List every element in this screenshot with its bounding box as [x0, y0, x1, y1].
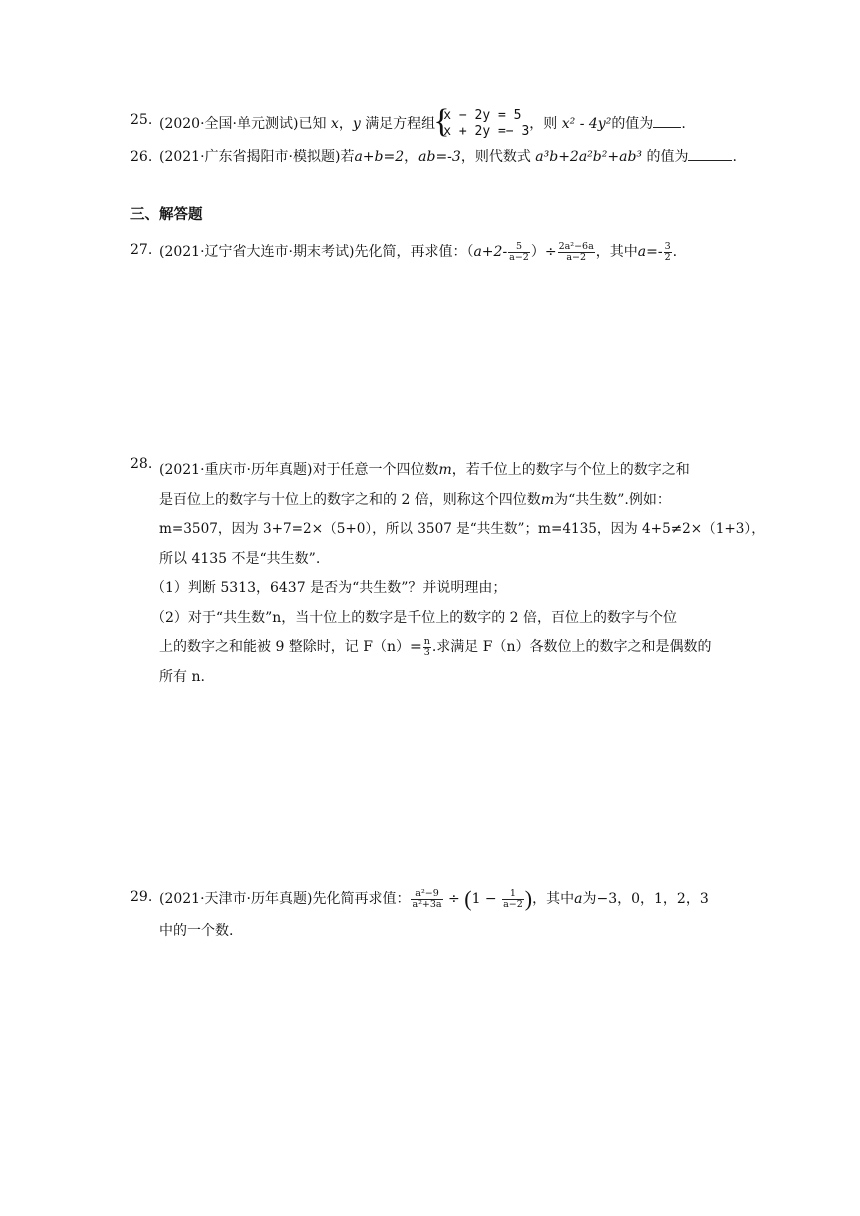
fraction: $\frac{3}{2}$	[664, 240, 671, 263]
question-28: 28. (2021·重庆市·历年真题)对于任意一个四位数m，若千位上的数字与个位上的数字之和 是百位上的数字与十位上的数字之和的 2 倍，则称这个四位数m为“共生数”.例如： m=3507，因为 3+7=2×（5+0），所以 3507 是“共生数”；m=4135，因为 4+5≠2×（1+3）， 所以 4135 不是“共生数”. （1）判断 5313，6437 是否为“共生数”？并说明理由； （2）对于“共生数”n，当十位上的数字是千位上的数字的 2 倍，百位上的数字与个位 上的数字之和能被 9 整除时，记 F（n）= $\frac{n}{3}$ .求满足 F（n）各数位上的数字之和是偶数的 所有 n.	[130, 456, 765, 685]
question-number: 27.	[130, 242, 153, 258]
fraction: $\frac{n}{3}$	[423, 635, 430, 658]
question-number: 28.	[130, 456, 153, 472]
question-source: (2020·全国·单元测试)	[159, 116, 299, 132]
answer-blank[interactable]	[653, 115, 681, 128]
question-26: 26. (2021·广东省揭阳市·模拟题)若a+b=2，ab=-3，则代数式 a³b+2a²b²+ab³ 的值为 .	[130, 149, 737, 165]
answer-blank[interactable]	[688, 148, 732, 161]
section-heading: 三、解答题	[130, 206, 203, 223]
part-1: （1）判断 5313，6437 是否为“共生数”？并说明理由；	[151, 580, 507, 596]
question-25: 25. (2020·全国·单元测试)已知 x，y 满足方程组 { x − 2y = 5 x + 2y =− 3 ，则 x² - 4y²的值为 .	[130, 103, 686, 140]
equation-system: { x − 2y = 5 x + 2y =− 3	[433, 103, 530, 140]
question-source: (2021·广东省揭阳市·模拟题)	[159, 149, 341, 165]
fraction: $\frac{5}{a-2}$	[509, 240, 529, 263]
question-source: (2021·重庆市·历年真题)	[159, 462, 313, 478]
brace-icon: {	[433, 103, 450, 140]
question-number: 29.	[130, 889, 153, 905]
part-2: （2）对于“共生数”n，当十位上的数字是千位上的数字的 2 倍，百位上的数字与个位	[151, 609, 678, 626]
fraction: $\frac{\text{a²−9}}{\text{a²+3a}}$	[412, 887, 442, 910]
question-number: 25.	[130, 112, 153, 128]
question-29: 29. (2021·天津市·历年真题)先化简再求值： $\frac{\text{a²−9}}{\text{a²+3a}}$ ÷ (1 − $\frac{1}{a-2}$ )，其中a为−3，0，1，2，3 中的一个数.	[130, 886, 709, 939]
question-source: (2021·辽宁省大连市·期末考试)	[159, 244, 355, 260]
question-number: 26.	[130, 149, 153, 165]
question-source: (2021·天津市·历年真题)	[159, 891, 313, 907]
fraction: $\frac{1}{a-2}$	[503, 887, 523, 910]
fraction: $\frac{\text{2a²−6a}}{a-2}$	[558, 240, 594, 263]
question-27: 27. (2021·辽宁省大连市·期末考试)先化简，再求值：（a+2- $\frac{5}{a-2}$ ）÷ $\frac{\text{2a²−6a}}{a-2}$ ，其中a=- $\frac{3}{2}$ .	[130, 240, 678, 263]
